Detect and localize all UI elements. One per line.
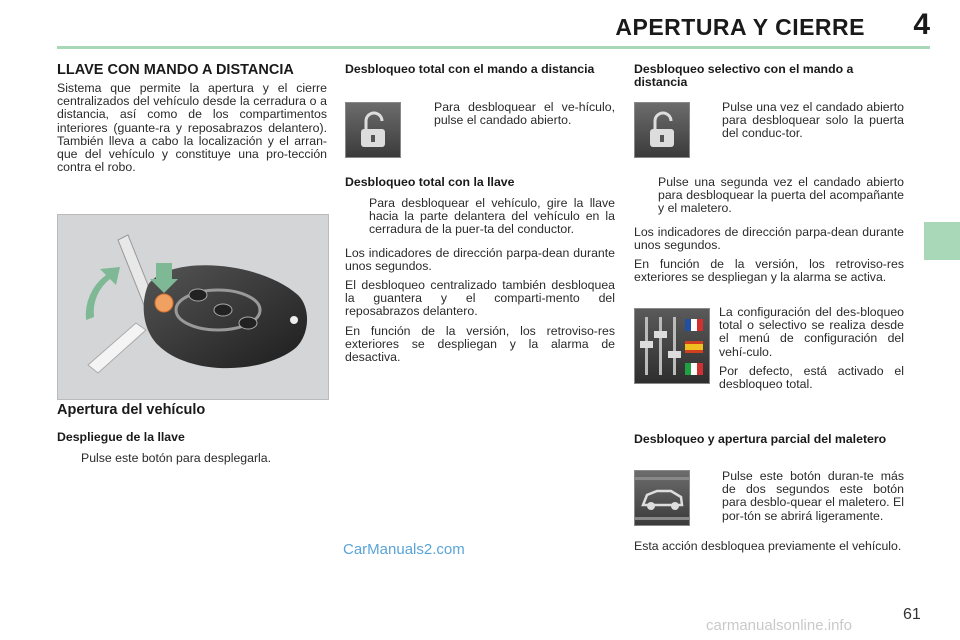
bullet-deploy-key <box>57 452 327 465</box>
subheading-key-total-unlock: Desbloqueo total con la llave <box>345 175 515 189</box>
section-title-vehicle-opening: Apertura del vehículo <box>57 402 206 418</box>
paragraph-config: La configuración del des-bloqueo total o selectivo se realiza desde el menú de configuración del vehí-culo. <box>719 305 904 359</box>
remote-key-illustration <box>57 214 329 400</box>
intro-paragraph: Sistema que permite la apertura y el cierre centralizados del vehículo desde la cerradura o a distancia, así como de los compartimentos interiores (guante-ra y reposabrazos delantero). También lleva a cabo la localización y el arran-que del vehículo y constituye una pro-tección contra el robo. <box>57 81 327 175</box>
subheading-trunk: Desbloqueo y apertura parcial del maletero <box>634 432 887 446</box>
chapter-number: 4 <box>913 8 930 41</box>
paragraph-trunk-note: Esta acción desbloquea previamente el vehículo. <box>634 539 902 553</box>
open-padlock-icon <box>345 102 401 158</box>
right-column <box>634 63 904 97</box>
bullet-text: Pulse una vez el candado abierto para desbloquear solo la puerta del conduc-tor. <box>722 100 904 141</box>
subheading-key-deploy: Despliegue de la llave <box>57 430 185 445</box>
bullet-selective-second <box>634 176 904 216</box>
subheading-selective-unlock: Desbloqueo selectivo con el mando a distancia <box>634 62 854 89</box>
right-column-end <box>634 540 904 559</box>
paragraph-indicators-right: Los indicadores de dirección parpa-dean durante unos segundos. <box>634 224 904 252</box>
chapter-side-tab <box>924 222 960 260</box>
paragraph-mirrors-alarm: En función de la versión, los retroviso-res exteriores se despliegan y la alarma se activa. <box>634 257 904 285</box>
bullet-remote-unlock <box>410 101 615 127</box>
paragraph-default: Por defecto, está activado el desbloqueo total. <box>719 363 904 392</box>
bullet-text: Pulse este botón para desplegarla. <box>81 451 272 466</box>
right-column-mid <box>634 176 904 290</box>
header-divider <box>57 46 930 49</box>
car-trunk-icon <box>634 470 690 526</box>
watermark-footer: carmanualsonline.info <box>706 617 852 634</box>
bullet-text: Pulse una segunda vez el candado abierto para desbloquear la puerta del acompañante y el maletero. <box>658 175 904 216</box>
paragraph-indicators: Los indicadores de dirección parpa-dean durante unos segundos. <box>345 245 615 273</box>
left-column-lower <box>57 404 327 475</box>
middle-column-lower <box>345 176 615 370</box>
watermark-link[interactable]: CarManuals2.com <box>343 541 465 558</box>
bullet-text: Para desbloquear el ve-hículo, pulse el candado abierto. <box>434 100 615 128</box>
settings-sliders-flags-icon <box>634 308 710 384</box>
left-column <box>57 63 327 180</box>
subheading-remote-total-unlock: Desbloqueo total con el mando a distancia <box>345 62 595 76</box>
page-number: 61 <box>903 606 921 623</box>
right-column-lower <box>634 433 904 454</box>
bullet-key-unlock <box>345 197 615 237</box>
bullet-text: Pulse este botón duran-te más de dos segundos este botón para desblo-quear el maletero. El por-tón se abrirá ligeramente. <box>722 469 904 523</box>
right-bullet1-wrap <box>698 101 904 151</box>
config-text-wrap <box>719 306 904 397</box>
middle-bullet1-wrap <box>410 101 615 137</box>
section-heading-remote-key: LLAVE CON MANDO A DISTANCIA <box>57 62 294 78</box>
right-bullet3-wrap <box>698 470 904 533</box>
bullet-selective-first <box>698 101 904 141</box>
paragraph-central-unlock: El desbloqueo centralizado también desbloquea la guantera y el comparti-mento del reposabrazos delantero. <box>345 278 615 319</box>
open-padlock-icon <box>634 102 690 158</box>
chapter-title: APERTURA Y CIERRE <box>615 14 865 40</box>
middle-column <box>345 63 615 84</box>
bullet-text: Para desbloquear el vehículo, gire la llave hacia la parte delantera del vehículo en la cerradura de la puer-ta del conductor. <box>369 196 615 237</box>
bullet-trunk <box>698 470 904 523</box>
paragraph-mirrors: En función de la versión, los retroviso-res exteriores se despliegan y la alarma de desactiva. <box>345 323 615 365</box>
